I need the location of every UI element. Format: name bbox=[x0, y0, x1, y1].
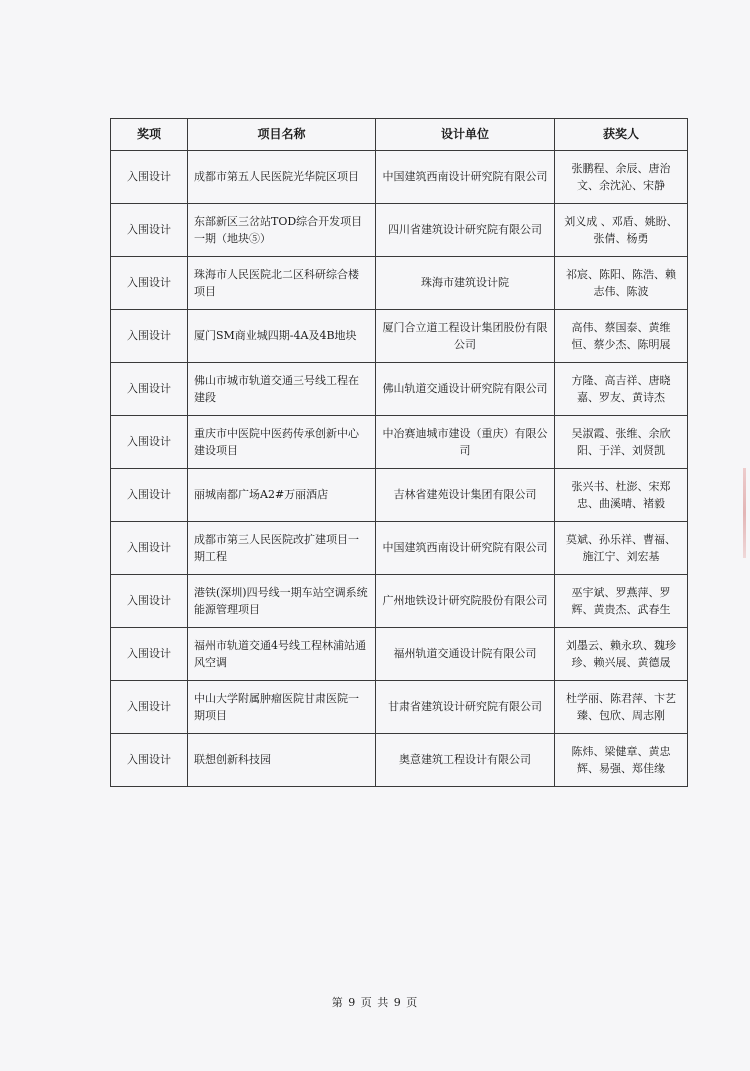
cell-project-name: 中山大学附属肿瘤医院甘肃医院一期项目 bbox=[188, 681, 376, 734]
header-award: 奖项 bbox=[111, 119, 188, 151]
table-row bbox=[111, 257, 688, 310]
cell-award: 入围设计 bbox=[111, 575, 188, 628]
table-row bbox=[111, 575, 688, 628]
cell-winners: 陈炜、梁健章、黄忠辉、易强、郑佳缘 bbox=[555, 734, 688, 787]
cell-winners: 高伟、蔡国泰、黄维恒、蔡少杰、陈明展 bbox=[555, 310, 688, 363]
cell-winners: 巫宇斌、罗燕萍、罗辉、黄贵杰、武春生 bbox=[555, 575, 688, 628]
cell-award: 入围设计 bbox=[111, 734, 188, 787]
cell-design-unit: 奥意建筑工程设计有限公司 bbox=[376, 734, 555, 787]
cell-design-unit: 佛山轨道交通设计研究院有限公司 bbox=[376, 363, 555, 416]
cell-winners: 杜学丽、陈君萍、卞艺臻、包欣、周志刚 bbox=[555, 681, 688, 734]
cell-project-name: 成都市第三人民医院改扩建项目一期工程 bbox=[188, 522, 376, 575]
cell-winners: 吴淑霞、张维、余欣阳、于洋、刘贤凯 bbox=[555, 416, 688, 469]
header-design-unit: 设计单位 bbox=[376, 119, 555, 151]
table-row bbox=[111, 469, 688, 522]
cell-award: 入围设计 bbox=[111, 416, 188, 469]
table-row bbox=[111, 416, 688, 469]
cell-design-unit: 珠海市建筑设计院 bbox=[376, 257, 555, 310]
cell-award: 入围设计 bbox=[111, 257, 188, 310]
cell-project-name: 成都市第五人民医院光华院区项目 bbox=[188, 151, 376, 204]
header-project-name: 项目名称 bbox=[188, 119, 376, 151]
header-winners: 获奖人 bbox=[555, 119, 688, 151]
cell-winners: 方隆、高吉祥、唐晓嘉、罗友、黄诗杰 bbox=[555, 363, 688, 416]
cell-winners: 张兴书、杜澎、宋郑忠、曲溪晴、褚毅 bbox=[555, 469, 688, 522]
cell-award: 入围设计 bbox=[111, 151, 188, 204]
table-row bbox=[111, 204, 688, 257]
cell-design-unit: 四川省建筑设计研究院有限公司 bbox=[376, 204, 555, 257]
table-row bbox=[111, 363, 688, 416]
cell-project-name: 东部新区三岔站TOD综合开发项目一期（地块⑤） bbox=[188, 204, 376, 257]
cell-award: 入围设计 bbox=[111, 363, 188, 416]
table-row bbox=[111, 628, 688, 681]
cell-project-name: 联想创新科技园 bbox=[188, 734, 376, 787]
cell-project-name: 厦门SM商业城四期-4A及4B地块 bbox=[188, 310, 376, 363]
seal-edge-mark bbox=[743, 468, 746, 558]
cell-design-unit: 吉林省建苑设计集团有限公司 bbox=[376, 469, 555, 522]
table-row bbox=[111, 151, 688, 204]
cell-winners: 刘墨云、赖永玖、魏珍珍、赖兴展、黄德晟 bbox=[555, 628, 688, 681]
award-table bbox=[110, 118, 688, 787]
cell-project-name: 港铁(深圳)四号线一期车站空调系统能源管理项目 bbox=[188, 575, 376, 628]
cell-project-name: 珠海市人民医院北二区科研综合楼项目 bbox=[188, 257, 376, 310]
cell-winners: 莫斌、孙乐祥、曹福、施江宁、刘宏基 bbox=[555, 522, 688, 575]
table-row bbox=[111, 310, 688, 363]
cell-award: 入围设计 bbox=[111, 628, 188, 681]
cell-design-unit: 福州轨道交通设计院有限公司 bbox=[376, 628, 555, 681]
table-row bbox=[111, 522, 688, 575]
cell-project-name: 福州市轨道交通4号线工程林浦站通风空调 bbox=[188, 628, 376, 681]
cell-award: 入围设计 bbox=[111, 310, 188, 363]
cell-design-unit: 中国建筑西南设计研究院有限公司 bbox=[376, 151, 555, 204]
table-row bbox=[111, 681, 688, 734]
table-row bbox=[111, 734, 688, 787]
cell-winners: 刘义成 、邓盾、姚盼、张倩、杨勇 bbox=[555, 204, 688, 257]
cell-award: 入围设计 bbox=[111, 469, 188, 522]
cell-project-name: 佛山市城市轨道交通三号线工程在建段 bbox=[188, 363, 376, 416]
cell-design-unit: 甘肃省建筑设计研究院有限公司 bbox=[376, 681, 555, 734]
cell-award: 入围设计 bbox=[111, 681, 188, 734]
cell-design-unit: 广州地铁设计研究院股份有限公司 bbox=[376, 575, 555, 628]
cell-winners: 祁宸、陈阳、陈浩、赖志伟、陈波 bbox=[555, 257, 688, 310]
cell-design-unit: 中国建筑西南设计研究院有限公司 bbox=[376, 522, 555, 575]
cell-design-unit: 厦门合立道工程设计集团股份有限公司 bbox=[376, 310, 555, 363]
cell-winners: 张鹏程、余辰、唐治文、余沈沁、宋静 bbox=[555, 151, 688, 204]
cell-award: 入围设计 bbox=[111, 204, 188, 257]
page-number: 第 9 页 共 9 页 bbox=[331, 996, 419, 1009]
table-header-row bbox=[111, 119, 688, 151]
cell-award: 入围设计 bbox=[111, 522, 188, 575]
cell-design-unit: 中冶赛迪城市建设（重庆）有限公司 bbox=[376, 416, 555, 469]
cell-project-name: 丽城南都广场A2#万丽酒店 bbox=[188, 469, 376, 522]
cell-project-name: 重庆市中医院中医药传承创新中心建设项目 bbox=[188, 416, 376, 469]
